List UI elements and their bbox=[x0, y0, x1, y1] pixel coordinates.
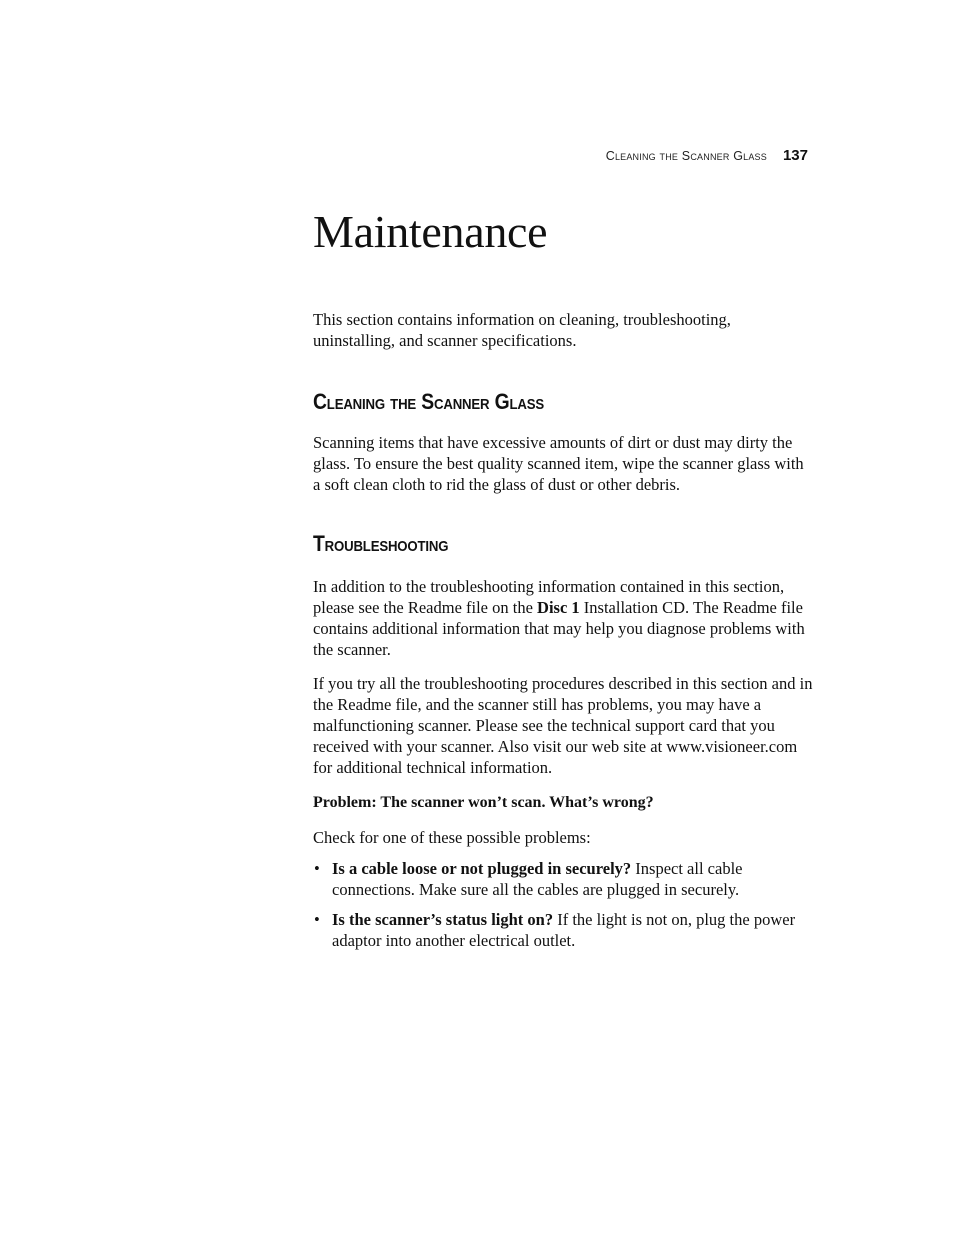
problem-statement: Problem: The scanner won’t scan. What’s wrong? bbox=[313, 794, 654, 811]
para1-text-before: In addition to the troubleshooting information contained in this section, please see the Readme file on the bbox=[313, 577, 785, 617]
disc-label: Disc 1 bbox=[537, 598, 580, 617]
para1-text-after: Installation CD. The Readme file contains additional information that may help you diagnose problems with the scanner. bbox=[313, 598, 805, 659]
page-number: 137 bbox=[782, 147, 808, 164]
chapter-intro: This section contains information on cleaning, troubleshooting, uninstalling, and scanner specifications. bbox=[313, 310, 731, 350]
bullet-marker: • bbox=[314, 859, 320, 878]
page-content bbox=[313, 200, 813, 960]
chapter-title: Maintenance bbox=[313, 206, 548, 257]
bullet-marker: • bbox=[314, 910, 320, 929]
cleaning-paragraph: Scanning items that have excessive amounts of dirt or dust may dirty the glass. To ensure the best quality scanned item, wipe the scanner glass with a soft clean cloth to rid the glass of dust or other debris. bbox=[313, 433, 804, 494]
list-item-text: Inspect all cable connections. Make sure all the cables are plugged in securely. bbox=[332, 859, 743, 899]
section-heading-cleaning: Cleaning the Scanner Glass bbox=[313, 389, 544, 414]
list-item bbox=[313, 909, 813, 951]
list-item-text: If the light is not on, plug the power adaptor into another electrical outlet. bbox=[332, 910, 796, 950]
list-item-question: Is a cable loose or not plugged in securely? bbox=[332, 859, 632, 878]
check-intro: Check for one of these possible problems: bbox=[313, 828, 591, 847]
list-item-question: Is the scanner’s status light on? bbox=[332, 910, 554, 929]
troubleshooting-paragraph-1 bbox=[313, 576, 813, 660]
running-header bbox=[606, 147, 808, 164]
problem-list bbox=[313, 858, 813, 951]
running-title: Cleaning the Scanner Glass bbox=[605, 149, 767, 163]
list-item bbox=[313, 858, 813, 900]
section-heading-troubleshooting: Troubleshooting bbox=[313, 531, 449, 556]
troubleshooting-paragraph-2: If you try all the troubleshooting procedures described in this section and in the Readme file, and the scanner still has problems, you may have a malfunctioning scanner. Please see the technical support card that you received with your scanner. Also visit our web site at www.visioneer.com for additional technical information. bbox=[313, 674, 813, 777]
